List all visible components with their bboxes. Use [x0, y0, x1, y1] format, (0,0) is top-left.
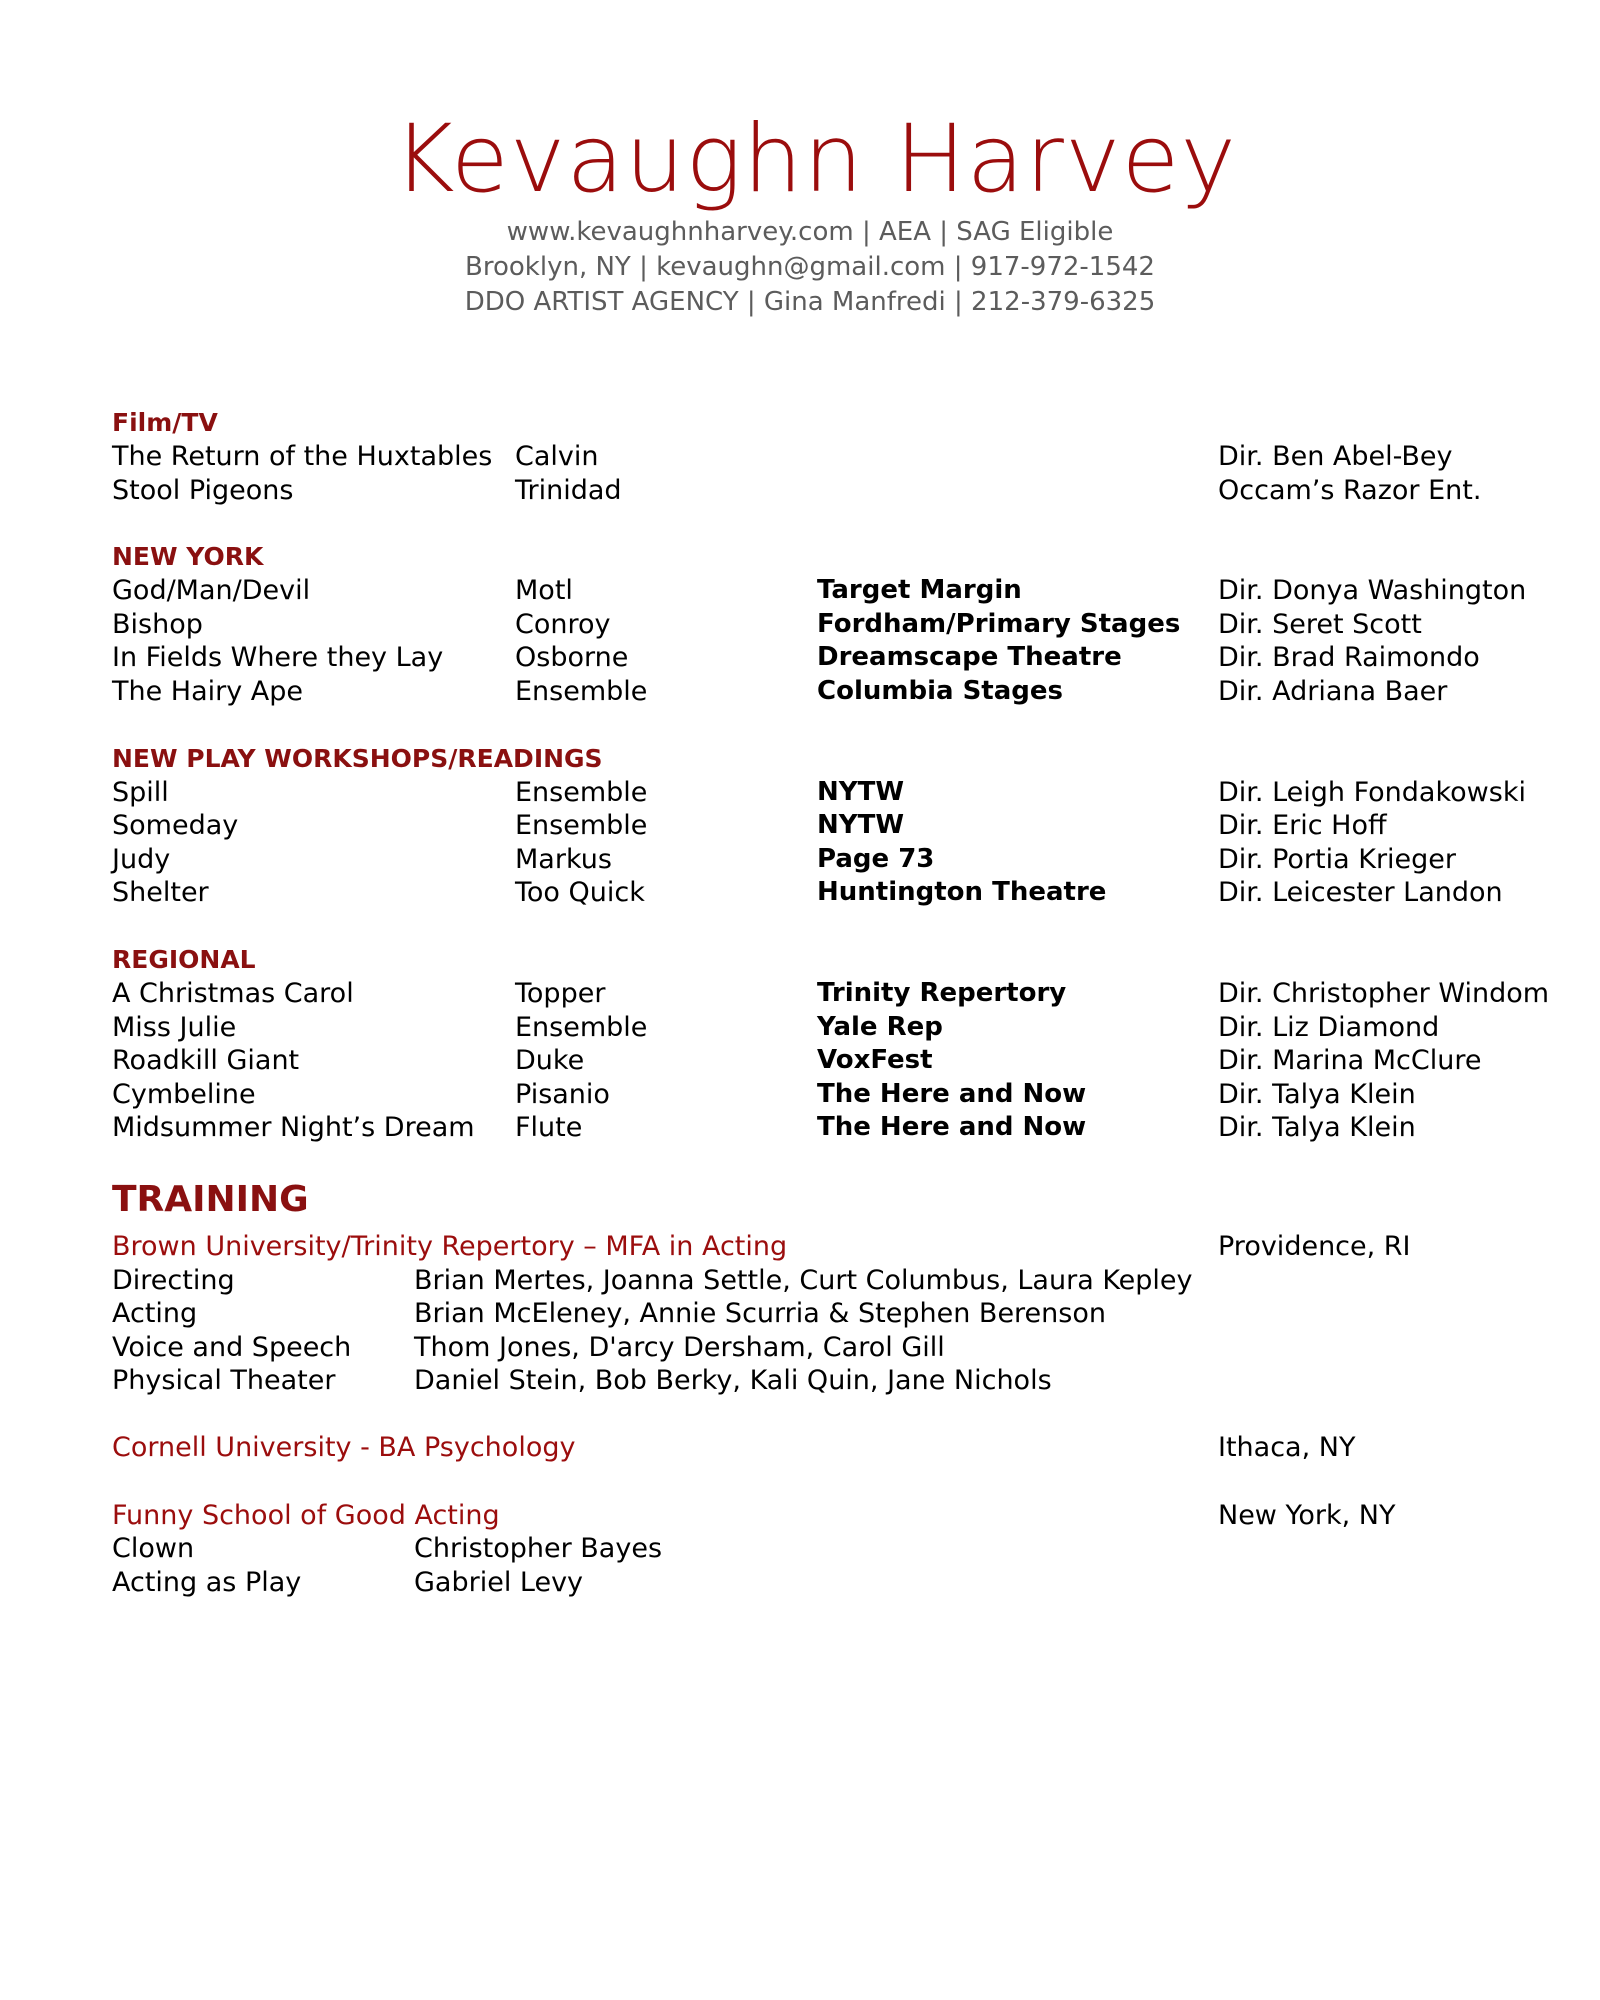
- credit-row: [112, 809, 1552, 843]
- contact-line-agency: DDO ARTIST AGENCY | Gina Manfredi | 212-379-6325: [464, 287, 1156, 317]
- credit-row: [112, 474, 1552, 508]
- credit-title: A Christmas Carol: [112, 977, 354, 1009]
- credit-director: Dir. Talya Klein: [1218, 1078, 1416, 1110]
- credit-director: Dir. Eric Hoff: [1218, 810, 1387, 842]
- credit-company: Yale Rep: [817, 1011, 943, 1042]
- credit-role: Too Quick: [515, 877, 645, 909]
- credit-director: Dir. Donya Washington: [1218, 575, 1527, 607]
- contact-line-location: Brooklyn, NY | kevaughn@gmail.com | 917-972-1542: [465, 252, 1155, 282]
- school-row: [112, 1230, 1552, 1264]
- training-school-cornell: [112, 1431, 1552, 1465]
- credit-row: [112, 977, 1552, 1011]
- credit-role: Conroy: [515, 608, 611, 640]
- training-discipline: Directing: [112, 1264, 235, 1296]
- credit-company: Columbia Stages: [817, 675, 1063, 706]
- credit-director: Dir. Talya Klein: [1218, 1112, 1416, 1144]
- credit-title: Shelter: [112, 877, 209, 909]
- credit-role: Ensemble: [515, 675, 648, 707]
- credit-role: Motl: [515, 575, 573, 607]
- resume-body: [112, 406, 1552, 1633]
- credit-title: In Fields Where they Lay: [112, 642, 444, 674]
- school-row: [112, 1431, 1552, 1465]
- school-name: Funny School of Good Acting: [112, 1499, 500, 1531]
- credit-company: Trinity Repertory: [817, 977, 1067, 1008]
- credit-row: [112, 608, 1552, 642]
- credit-director: Dir. Leigh Fondakowski: [1218, 776, 1526, 808]
- section-title: Film/TV: [112, 408, 218, 437]
- section-film-tv: [112, 406, 1552, 507]
- credit-director: Dir. Portia Krieger: [1218, 843, 1457, 875]
- training-school-brown: [112, 1230, 1552, 1398]
- credit-company: Fordham/Primary Stages: [817, 608, 1181, 639]
- credit-company: Huntington Theatre: [817, 877, 1107, 908]
- section-workshops: [112, 742, 1552, 910]
- credit-company: NYTW: [817, 810, 905, 841]
- credit-row: [112, 574, 1552, 608]
- school-location: Providence, RI: [1218, 1230, 1411, 1262]
- credit-row: [112, 1044, 1552, 1078]
- credit-role: Trinidad: [515, 474, 622, 506]
- credit-director: Dir. Christopher Windom: [1218, 977, 1550, 1009]
- credit-title: Stool Pigeons: [112, 474, 294, 506]
- training-discipline: Voice and Speech: [112, 1331, 352, 1363]
- training-row: [112, 1331, 1552, 1365]
- section-title: REGIONAL: [112, 944, 256, 974]
- credit-director: Dir. Seret Scott: [1218, 608, 1422, 640]
- credit-company: NYTW: [817, 776, 905, 807]
- credit-title: Spill: [112, 776, 169, 808]
- credit-company: The Here and Now: [817, 1078, 1087, 1109]
- credit-title: Miss Julie: [112, 1011, 237, 1043]
- credit-title: Cymbeline: [112, 1078, 256, 1110]
- credit-role: Ensemble: [515, 1011, 648, 1043]
- training-teachers: Christopher Bayes: [414, 1533, 663, 1565]
- credit-row: [112, 843, 1552, 877]
- section-new-york: [112, 540, 1552, 708]
- school-name: Brown University/Trinity Repertory – MFA in Acting: [112, 1230, 788, 1262]
- school-location: New York, NY: [1218, 1499, 1396, 1531]
- credit-row: [112, 1078, 1552, 1112]
- training-title: TRAINING: [112, 1178, 309, 1220]
- credit-row: [112, 440, 1552, 474]
- credit-title: The Hairy Ape: [112, 675, 304, 707]
- credit-title: Judy: [112, 843, 171, 875]
- credit-director: Dir. Marina McClure: [1218, 1045, 1482, 1077]
- credit-title: God/Man/Devil: [112, 575, 311, 607]
- credit-director: Dir. Adriana Baer: [1218, 675, 1448, 707]
- credit-role: Duke: [515, 1045, 585, 1077]
- credit-role: Markus: [515, 843, 612, 875]
- training-teachers: Gabriel Levy: [414, 1566, 584, 1598]
- credit-role: Ensemble: [515, 776, 648, 808]
- credit-title: The Return of the Huxtables: [112, 441, 493, 472]
- training-discipline: Physical Theater: [112, 1365, 336, 1397]
- training-teachers: Daniel Stein, Bob Berky, Kali Quin, Jane Nichols: [414, 1365, 1052, 1397]
- training-discipline: Clown: [112, 1533, 195, 1565]
- credit-row: [112, 675, 1552, 709]
- section-title: NEW PLAY WORKSHOPS/READINGS: [112, 743, 603, 773]
- training-row: [112, 1264, 1552, 1298]
- training-row: [112, 1566, 1552, 1600]
- school-name: Cornell University - BA Psychology: [112, 1432, 576, 1464]
- actor-name: Kevaughn Harvey: [392, 105, 1238, 214]
- training-row: [112, 1297, 1552, 1331]
- section-title: NEW YORK: [112, 542, 264, 572]
- training-teachers: Brian Mertes, Joanna Settle, Curt Columbus, Laura Kepley: [414, 1264, 1193, 1296]
- school-row: [112, 1499, 1552, 1533]
- credit-role: Pisanio: [515, 1078, 610, 1110]
- training-row: [112, 1364, 1552, 1398]
- credit-company: VoxFest: [817, 1045, 933, 1076]
- credit-director: Occam’s Razor Ent.: [1218, 474, 1482, 506]
- credit-director: Dir. Brad Raimondo: [1218, 642, 1480, 674]
- credit-company: Target Margin: [817, 575, 1022, 606]
- credit-director: Dir. Leicester Landon: [1218, 877, 1503, 909]
- credit-role: Calvin: [515, 441, 599, 472]
- section-regional: [112, 943, 1552, 1145]
- credit-company: Dreamscape Theatre: [817, 642, 1122, 673]
- credit-role: Flute: [515, 1112, 583, 1144]
- training-teachers: Thom Jones, D'arcy Dersham, Carol Gill: [414, 1331, 945, 1363]
- resume-header: [0, 105, 1600, 320]
- training-discipline: Acting as Play: [112, 1566, 302, 1598]
- credit-title: Midsummer Night’s Dream: [112, 1112, 475, 1144]
- credit-title: Bishop: [112, 608, 203, 640]
- credit-company: Page 73: [817, 843, 935, 874]
- credit-director: Dir. Liz Diamond: [1218, 1011, 1440, 1043]
- credit-role: Ensemble: [515, 810, 648, 842]
- credit-company: The Here and Now: [817, 1112, 1087, 1143]
- credit-director: Dir. Ben Abel-Bey: [1218, 441, 1453, 472]
- credit-title: Someday: [112, 810, 239, 842]
- school-location: Ithaca, NY: [1218, 1432, 1356, 1464]
- training-teachers: Brian McEleney, Annie Scurria & Stephen Berenson: [414, 1298, 1106, 1330]
- credit-row: [112, 776, 1552, 810]
- contact-line-website: www.kevaughnharvey.com | AEA | SAG Eligible: [506, 217, 1114, 247]
- credit-row: [112, 1111, 1552, 1145]
- credit-role: Topper: [515, 977, 606, 1009]
- credit-role: Osborne: [515, 642, 629, 674]
- credit-row: [112, 1011, 1552, 1045]
- credit-row: [112, 876, 1552, 910]
- contact-info: [20, 215, 1600, 320]
- training-row: [112, 1532, 1552, 1566]
- training-discipline: Acting: [112, 1298, 198, 1330]
- training-school-funny: [112, 1499, 1552, 1600]
- credit-row: [112, 641, 1552, 675]
- credit-title: Roadkill Giant: [112, 1045, 300, 1077]
